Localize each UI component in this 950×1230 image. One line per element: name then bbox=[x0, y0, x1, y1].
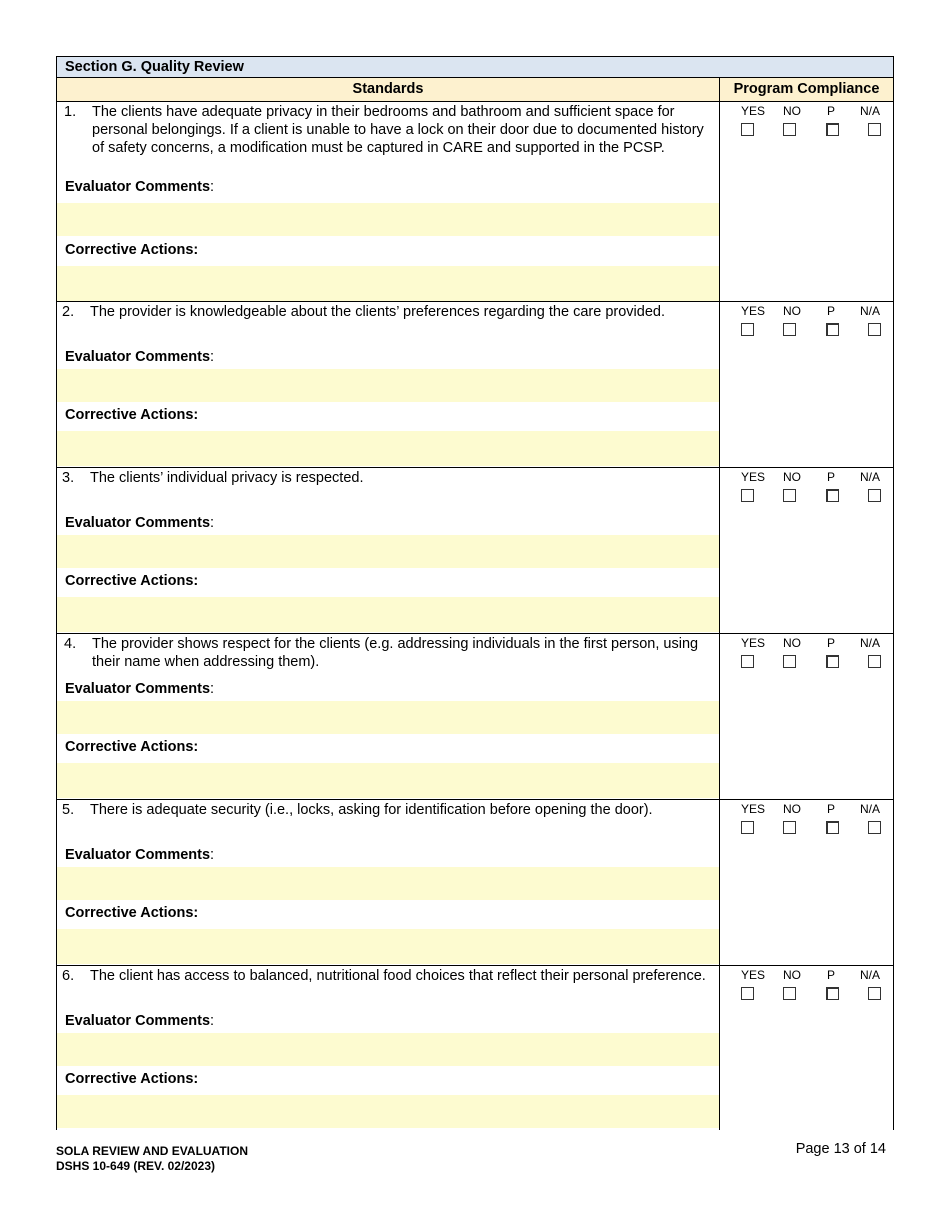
evaluator-comments-label: Evaluator Comments: bbox=[65, 349, 215, 365]
no-checkbox[interactable] bbox=[783, 987, 796, 1000]
item-text: The provider is knowledgeable about the clients’ preferences regarding the care provided. bbox=[90, 304, 665, 320]
na-checkbox[interactable] bbox=[868, 655, 881, 668]
no-checkbox[interactable] bbox=[783, 489, 796, 502]
evaluator-comments-label: Evaluator Comments: bbox=[65, 681, 215, 697]
evaluator-comments-field[interactable] bbox=[57, 369, 719, 402]
page-number: Page 13 of 14 bbox=[795, 1141, 886, 1157]
item-text: The clients have adequate privacy in their bedrooms and bathroom and sufficient space for personal belongings. If a client is unable to have a lock on their door due to documented history of safety concerns, a modification must be captured in CARE and supported in the PCSP. bbox=[92, 104, 704, 156]
standard-item-5 bbox=[56, 800, 894, 966]
yes-label: YES bbox=[740, 470, 765, 484]
standard-item-1 bbox=[56, 102, 894, 302]
yes-checkbox[interactable] bbox=[741, 123, 754, 136]
item-text: The provider shows respect for the clients (e.g. addressing individuals in the first person, using their name when addressing them). bbox=[92, 636, 699, 670]
no-label: NO bbox=[783, 304, 801, 318]
na-label: N/A bbox=[859, 304, 880, 318]
item-number: 4. bbox=[64, 636, 77, 652]
yes-label: YES bbox=[740, 104, 765, 118]
na-checkbox[interactable] bbox=[868, 323, 881, 336]
standard-item-6 bbox=[56, 966, 894, 1130]
corrective-actions-label: Corrective Actions: bbox=[65, 1071, 199, 1087]
yes-checkbox[interactable] bbox=[741, 323, 754, 336]
no-checkbox[interactable] bbox=[783, 821, 796, 834]
form-name: SOLA REVIEW AND EVALUATION bbox=[56, 1144, 248, 1158]
p-label: P bbox=[826, 470, 835, 484]
evaluator-comments-field[interactable] bbox=[57, 701, 719, 734]
corrective-actions-label: Corrective Actions: bbox=[65, 407, 199, 423]
standard-item-2 bbox=[56, 302, 894, 468]
evaluator-comments-field[interactable] bbox=[57, 535, 719, 568]
p-label: P bbox=[826, 304, 835, 318]
no-checkbox[interactable] bbox=[783, 323, 796, 336]
standards-header: Standards bbox=[57, 78, 720, 101]
na-checkbox[interactable] bbox=[868, 987, 881, 1000]
item-number: 5. bbox=[62, 802, 75, 818]
yes-label: YES bbox=[740, 304, 765, 318]
form-id: DSHS 10-649 (REV. 02/2023) bbox=[56, 1159, 215, 1173]
item-number: 3. bbox=[62, 470, 75, 486]
yes-label: YES bbox=[740, 802, 765, 816]
na-checkbox[interactable] bbox=[868, 489, 881, 502]
na-checkbox[interactable] bbox=[868, 123, 881, 136]
corrective-actions-label: Corrective Actions: bbox=[65, 905, 199, 921]
p-checkbox[interactable] bbox=[826, 987, 839, 1000]
p-checkbox[interactable] bbox=[826, 489, 839, 502]
corrective-actions-field[interactable] bbox=[57, 929, 719, 964]
item-text: The client has access to balanced, nutritional food choices that reflect their personal preference. bbox=[90, 968, 706, 984]
p-label: P bbox=[826, 104, 835, 118]
item-text: The clients’ individual privacy is respected. bbox=[90, 470, 364, 486]
corrective-actions-field[interactable] bbox=[57, 597, 719, 632]
corrective-actions-label: Corrective Actions: bbox=[65, 739, 199, 755]
p-label: P bbox=[826, 968, 835, 982]
yes-label: YES bbox=[740, 968, 765, 982]
yes-checkbox[interactable] bbox=[741, 655, 754, 668]
na-checkbox[interactable] bbox=[868, 821, 881, 834]
compliance-header: Program Compliance bbox=[733, 81, 880, 97]
p-checkbox[interactable] bbox=[826, 323, 839, 336]
yes-label: YES bbox=[740, 636, 765, 650]
evaluator-comments-field[interactable] bbox=[57, 1033, 719, 1066]
corrective-actions-label: Corrective Actions: bbox=[65, 242, 199, 258]
item-number: 6. bbox=[62, 968, 75, 984]
na-label: N/A bbox=[859, 104, 880, 118]
corrective-actions-field[interactable] bbox=[57, 763, 719, 798]
section-title: Section G. Quality Review bbox=[56, 56, 894, 78]
na-label: N/A bbox=[859, 802, 880, 816]
standard-item-3 bbox=[56, 468, 894, 634]
item-number: 1. bbox=[64, 104, 77, 120]
yes-checkbox[interactable] bbox=[741, 821, 754, 834]
p-checkbox[interactable] bbox=[826, 655, 839, 668]
form-footer bbox=[56, 1144, 248, 1174]
evaluator-comments-label: Evaluator Comments: bbox=[65, 179, 215, 195]
standard-item-4 bbox=[56, 634, 894, 800]
corrective-actions-field[interactable] bbox=[57, 431, 719, 466]
quality-review-form bbox=[56, 56, 894, 1130]
item-text: There is adequate security (i.e., locks, asking for identification before opening the door). bbox=[90, 802, 653, 818]
evaluator-comments-label: Evaluator Comments: bbox=[65, 515, 215, 531]
na-label: N/A bbox=[859, 968, 880, 982]
na-label: N/A bbox=[859, 636, 880, 650]
yes-checkbox[interactable] bbox=[741, 489, 754, 502]
no-checkbox[interactable] bbox=[783, 123, 796, 136]
no-label: NO bbox=[783, 802, 801, 816]
p-checkbox[interactable] bbox=[826, 123, 839, 136]
na-label: N/A bbox=[859, 470, 880, 484]
no-label: NO bbox=[783, 968, 801, 982]
corrective-actions-field[interactable] bbox=[57, 1095, 719, 1128]
item-number: 2. bbox=[62, 304, 75, 320]
corrective-actions-label: Corrective Actions: bbox=[65, 573, 199, 589]
corrective-actions-field[interactable] bbox=[57, 266, 719, 301]
no-checkbox[interactable] bbox=[783, 655, 796, 668]
p-label: P bbox=[826, 802, 835, 816]
p-checkbox[interactable] bbox=[826, 821, 839, 834]
evaluator-comments-field[interactable] bbox=[57, 867, 719, 900]
evaluator-comments-label: Evaluator Comments: bbox=[65, 1013, 215, 1029]
column-headers bbox=[56, 78, 894, 102]
no-label: NO bbox=[783, 636, 801, 650]
evaluator-comments-label: Evaluator Comments: bbox=[65, 847, 215, 863]
no-label: NO bbox=[783, 104, 801, 118]
yes-checkbox[interactable] bbox=[741, 987, 754, 1000]
no-label: NO bbox=[783, 470, 801, 484]
p-label: P bbox=[826, 636, 835, 650]
evaluator-comments-field[interactable] bbox=[57, 203, 719, 236]
